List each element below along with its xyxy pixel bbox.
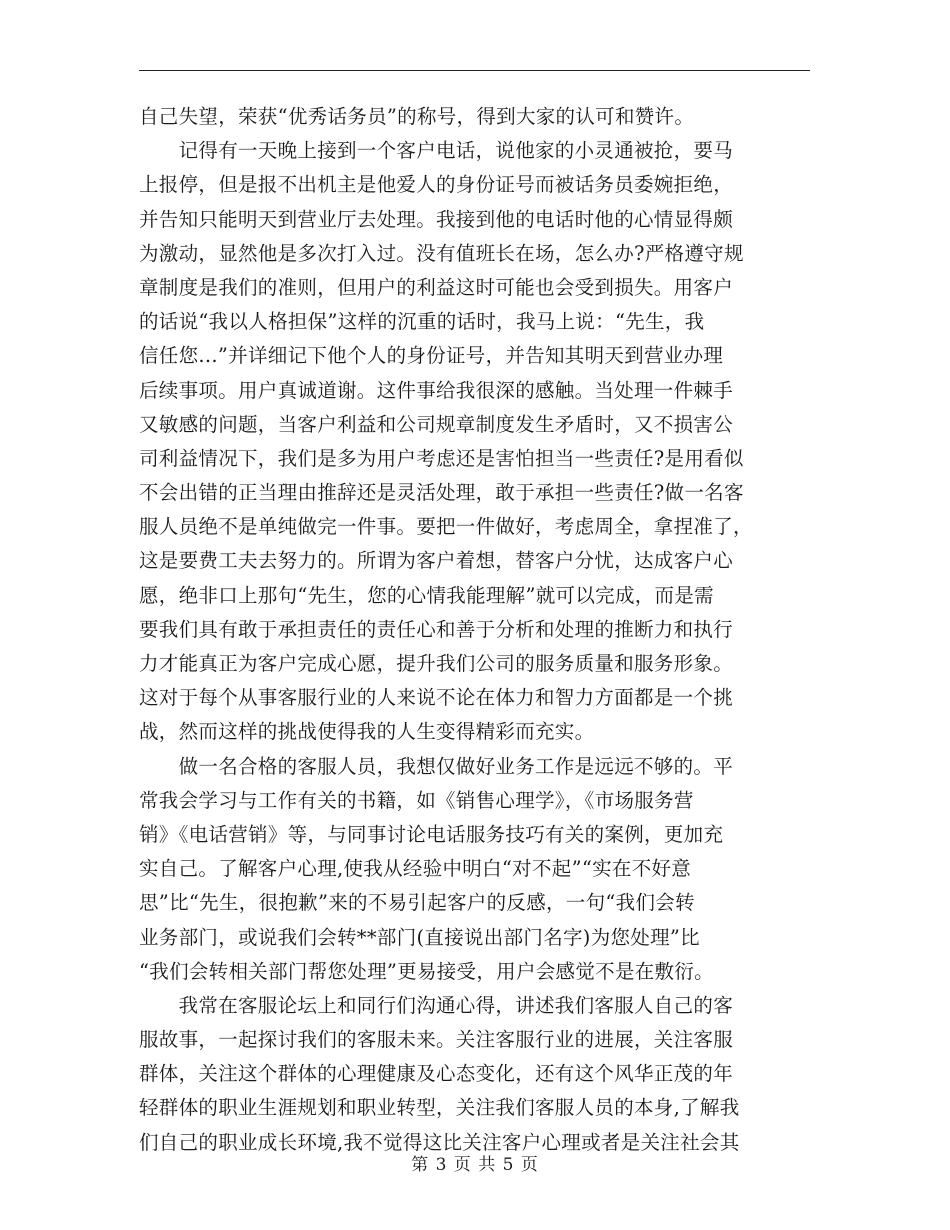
text-line: 这对于每个从事客服行业的人来说不论在体力和智力方面都是一个挑 bbox=[139, 686, 734, 710]
text-line: 要我们具有敢于承担责任的责任心和善于分析和处理的推断力和执行 bbox=[139, 617, 734, 641]
text-line: “我们会转相关部门帮您处理”更易接受，用户会感觉不是在敷衍。 bbox=[139, 959, 714, 983]
text-line: 力才能真正为客户完成心愿，提升我们公司的服务质量和服务形象。 bbox=[139, 652, 734, 675]
text-line: 服故事，一起探讨我们的客服未来。关注客服行业的进展，关注客服 bbox=[139, 1028, 734, 1052]
text-line: 的话说“我以人格担保”这样的沉重的话时，我马上说：“先生，我 bbox=[139, 310, 705, 334]
text-line: 战，然而这样的挑战使得我的人生变得精彩而充实。 bbox=[139, 720, 595, 744]
text-line: 服人员绝不是单纯做完一件事。要把一件做好，考虑周全，拿捏准了， bbox=[139, 515, 753, 539]
text-line: 这是要费工夫去努力的。所谓为客户着想，替客户分忧，达成客户心 bbox=[139, 549, 734, 573]
text-line: 我常在客服论坛上和同行们沟通心得，讲述我们客服人自己的客 bbox=[139, 993, 734, 1017]
text-line: 轻群体的职业生涯规划和职业转型，关注我们客服人员的本身,了解我 bbox=[139, 1096, 740, 1120]
text-line: 愿，绝非口上那句“先生，您的心情我能理解”就可以完成，而是需 bbox=[139, 583, 714, 607]
text-line: 司利益情况下，我们是多为用户考虑还是害怕担当一些责任?是用看似 bbox=[139, 446, 744, 470]
text-line: 又敏感的问题，当客户利益和公司规章制度发生矛盾时，又不损害公 bbox=[139, 412, 734, 436]
text-line: 记得有一天晚上接到一个客户电话，说他家的小灵通被抢，要马 bbox=[139, 139, 734, 163]
text-line: 后续事项。用户真诚道谢。这件事给我很深的感触。当处理一件棘手 bbox=[139, 378, 734, 402]
text-line: 信任您...”并详细记下他个人的身份证号，并告知其明天到营业办理 bbox=[139, 344, 724, 368]
text-line: 不会出错的正当理由推辞还是灵活处理，敢于承担一些责任?做一名客 bbox=[139, 481, 744, 505]
text-line: 们自己的职业成长环境,我不觉得这比关注客户心理或者是关注社会其 bbox=[139, 1130, 740, 1154]
text-line: 群体，关注这个群体的心理健康及心态变化，还有这个风华正茂的年 bbox=[139, 1062, 734, 1086]
text-line: 做一名合格的客服人员，我想仅做好业务工作是远远不够的。平 bbox=[139, 754, 734, 778]
text-line: 销》《电话营销》等，与同事讨论电话服务技巧有关的案例，更加充 bbox=[139, 822, 724, 846]
text-line: 思”比“先生，很抱歉”来的不易引起客户的反感，一句“我们会转 bbox=[139, 891, 695, 915]
text-line: 实自己。了解客户心理,使我从经验中明白“对不起”“实在不好意 bbox=[139, 857, 692, 881]
page-number-footer: 第 3 页 共 5 页 bbox=[411, 1155, 539, 1175]
text-line: 为激动，显然他是多次打入过。没有值班长在场，怎么办?严格遵守规 bbox=[139, 241, 744, 265]
text-line: 常我会学习与工作有关的书籍，如《销售心理学》，《市场服务营 bbox=[139, 788, 694, 812]
text-line: 章制度是我们的准则，但用户的利益这时可能也会受到损失。用客户 bbox=[139, 275, 734, 299]
header-rule bbox=[139, 70, 810, 71]
document-body bbox=[139, 100, 819, 1160]
text-line: 并告知只能明天到营业厅去处理。我接到他的电话时他的心情显得颇 bbox=[139, 207, 734, 231]
text-line: 业务部门，或说我们会转**部门(直接说出部门名字)为您处理”比 bbox=[139, 925, 700, 949]
text-line: 自己失望，荣获“优秀话务员”的称号，得到大家的认可和赞许。 bbox=[139, 105, 695, 128]
text-line: 上报停，但是报不出机主是他爱人的身份证号而被话务员委婉拒绝， bbox=[139, 173, 734, 197]
